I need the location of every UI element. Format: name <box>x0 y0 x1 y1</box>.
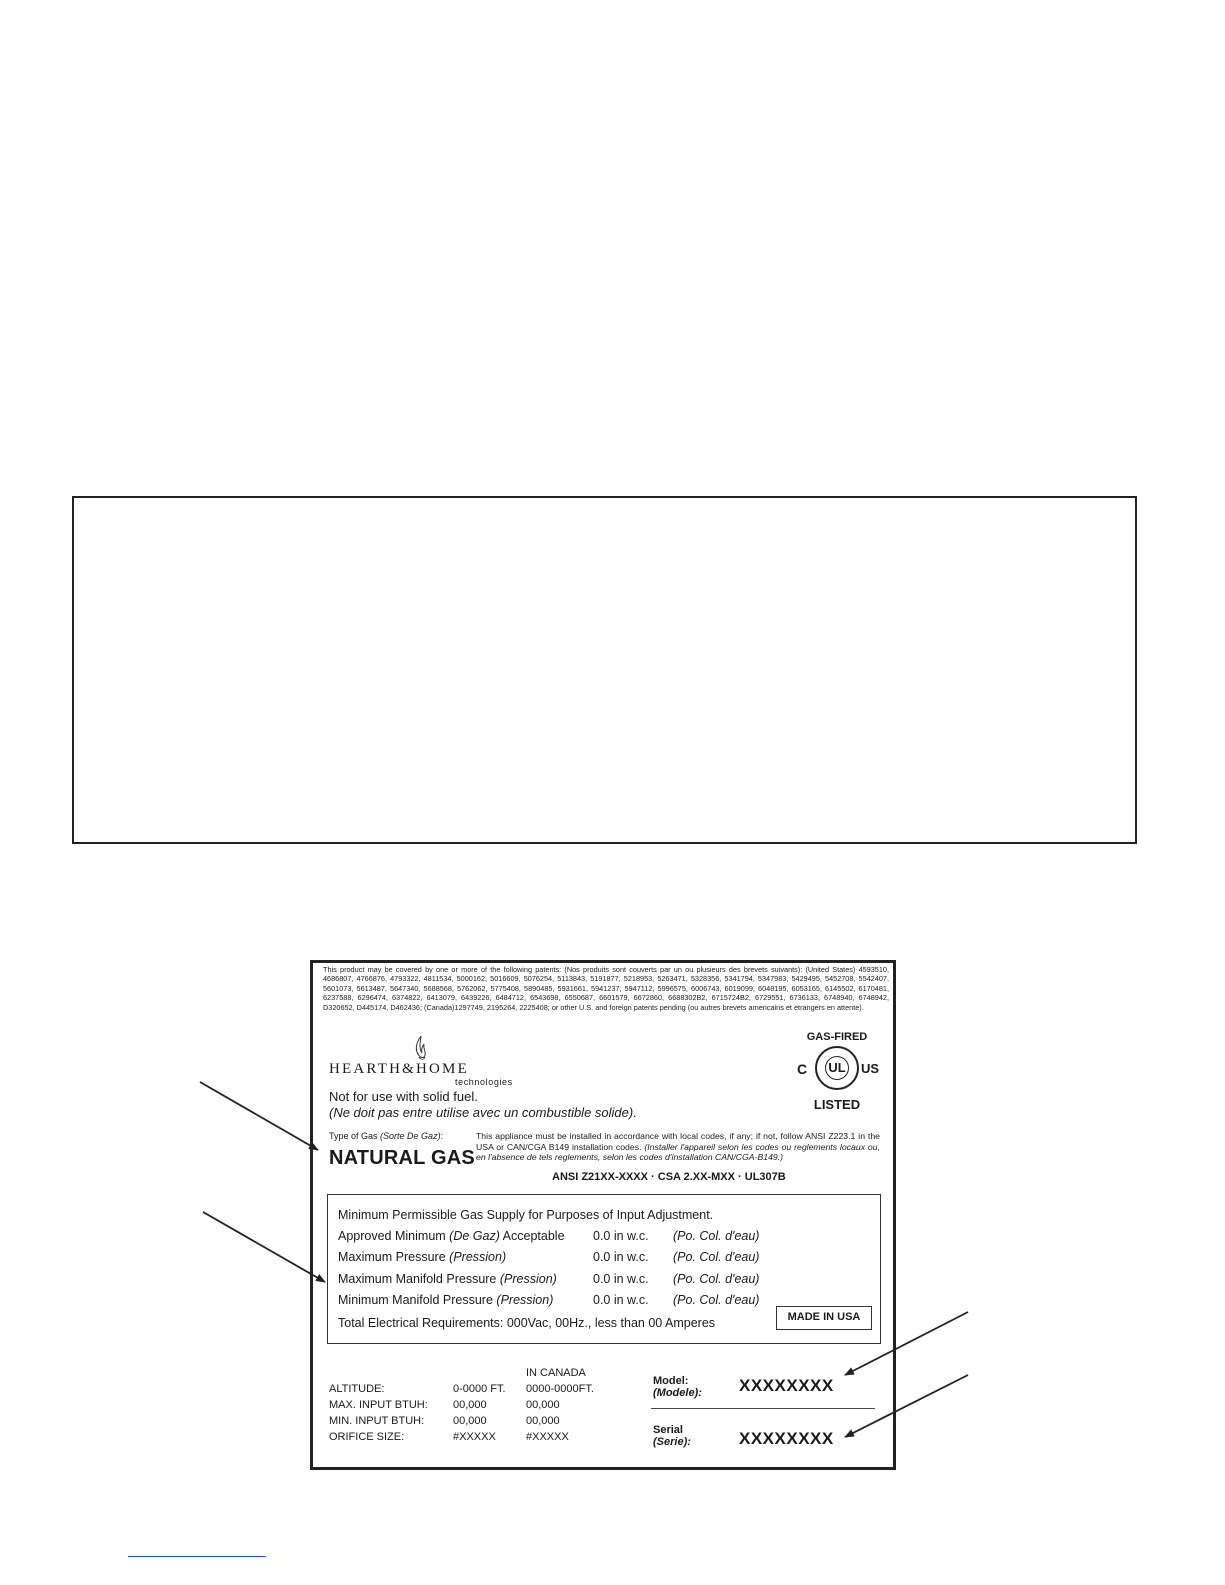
pressure-row-value: 0.0 in w.c. <box>593 1229 649 1243</box>
ul-top-text: GAS-FIRED <box>806 1031 868 1043</box>
spec-canada-value: 0000-0000FT. <box>526 1383 594 1395</box>
gas-type-label-fr: (Sorte De Gaz) <box>380 1131 441 1141</box>
patent-notice: This product may be covered by one or more of the following patents: (Nos produits sont couverts par un ou plusieurs des brevets suivants): (United States) 4593510, 4686807, 4766876, 4793322, 4811534, 5000162, 5016609, 5076254, 5113843, 5191877, 5218953, 5263471, 5328356, 5341794, 5347983, 5429495, 5452708, 5542407, 5601073, 5613487, 5647340, 5688568, 5762062, 5775408, 5890485, 5931661, 5941237, 5947112, 5996575, 6006743, 6019099, 6048195, 6053165, 6145502, 6170481, 6237588, 6296474, 6374822, 6413079, 6439226, 6484712, 6543698, 6550687, 6601579, 6672860, 6688302B2, 6715724B2, 6729551, 6736133, 6748940, 6748942, D320652, D445174, D462436; (Canada)1297749, 2195264, 2225408; or other U.S. and foreign patents pending (ou autres brevets americains et etrangers en attente). <box>323 965 889 1012</box>
serial-arrow <box>845 1375 968 1437</box>
spec-label: MAX. INPUT BTUH: <box>329 1399 428 1411</box>
spec-canada-value: 00,000 <box>526 1415 560 1427</box>
pressure-row-label: Minimum Manifold Pressure (Pression) <box>338 1293 554 1307</box>
standards-line: ANSI Z21XX-XXXX · CSA 2.XX-MXX · UL307B <box>552 1171 786 1183</box>
pressure-heading: Minimum Permissible Gas Supply for Purposes of Input Adjustment. <box>338 1208 714 1222</box>
gas-type-value: NATURAL GAS <box>329 1147 475 1169</box>
spec-us-value: #XXXXX <box>453 1431 496 1443</box>
gas-type-arrow <box>200 1082 318 1150</box>
made-in-usa-badge: MADE IN USA <box>776 1306 872 1330</box>
spec-canada-value: 00,000 <box>526 1399 560 1411</box>
pressure-row-value: 0.0 in w.c. <box>593 1272 649 1286</box>
ul-us-letters: US <box>861 1061 880 1076</box>
pressure-row-label: Maximum Pressure (Pression) <box>338 1250 507 1264</box>
pressure-row-unit-fr: (Po. Col. d'eau) <box>673 1250 760 1264</box>
spec-label: MIN. INPUT BTUH: <box>329 1415 425 1427</box>
installation-note-en: This appliance must be installed in accordance with local codes, if any; if not, follow ANSI Z223.1 in the USA or CAN/CGA B149 installation codes. <box>476 1131 880 1152</box>
spec-canada-value: #XXXXX <box>526 1431 569 1443</box>
pressure-row-label: Approved Minimum (De Gaz) Acceptable <box>338 1229 565 1243</box>
logo-wordmark: HEARTH&HOME <box>329 1061 469 1077</box>
pressure-row-value: 0.0 in w.c. <box>593 1250 649 1264</box>
pressure-arrow <box>203 1212 325 1282</box>
electrical-requirements: Total Electrical Requirements: 000Vac, 00Hz., less than 00 Amperes <box>338 1316 716 1330</box>
spec-canada-header: IN CANADA <box>526 1367 586 1379</box>
solid-fuel-fr: (Ne doit pas entre utilise avec un combustible solide). <box>329 1105 637 1120</box>
solid-fuel-en: Not for use with solid fuel. <box>329 1089 478 1104</box>
spec-label: ALTITUDE: <box>329 1383 385 1395</box>
model-arrow <box>845 1312 968 1375</box>
logo-subtitle: technologies <box>455 1077 513 1087</box>
ul-logo-text: UL <box>825 1056 849 1080</box>
gas-type-label-en: Type of Gas <box>329 1131 378 1141</box>
serial-label-en: Serial <box>653 1424 683 1436</box>
spec-us-value: 00,000 <box>453 1415 487 1427</box>
model-label-en: Model: <box>653 1375 689 1387</box>
installation-note-fr: (Installer l'appareil selon les codes ou reglements locaux ou, en l'absence de tels reglements, selon les codes d'installation CAN/CGA-B149.) <box>476 1141 880 1163</box>
pressure-row-label: Maximum Manifold Pressure (Pression) <box>338 1272 557 1286</box>
ul-bottom-text: LISTED <box>813 1097 861 1112</box>
serial-label-fr: (Serie): <box>653 1436 691 1448</box>
serial-number: XXXXXXXX <box>739 1429 834 1448</box>
footer-link-underline <box>128 1556 266 1557</box>
pressure-row-unit-fr: (Po. Col. d'eau) <box>673 1229 760 1243</box>
pressure-row-unit-fr: (Po. Col. d'eau) <box>673 1272 760 1286</box>
pressure-row-unit-fr: (Po. Col. d'eau) <box>673 1293 760 1307</box>
gas-type-colon: : <box>440 1131 444 1141</box>
spec-us-value: 00,000 <box>453 1399 487 1411</box>
pressure-row-value: 0.0 in w.c. <box>593 1293 649 1307</box>
spec-label: ORIFICE SIZE: <box>329 1431 405 1443</box>
ul-c-letter: C <box>797 1061 808 1077</box>
model-label-fr: (Modele): <box>653 1387 702 1399</box>
spec-us-value: 0-0000 FT. <box>453 1383 506 1395</box>
model-number: XXXXXXXX <box>739 1376 834 1395</box>
